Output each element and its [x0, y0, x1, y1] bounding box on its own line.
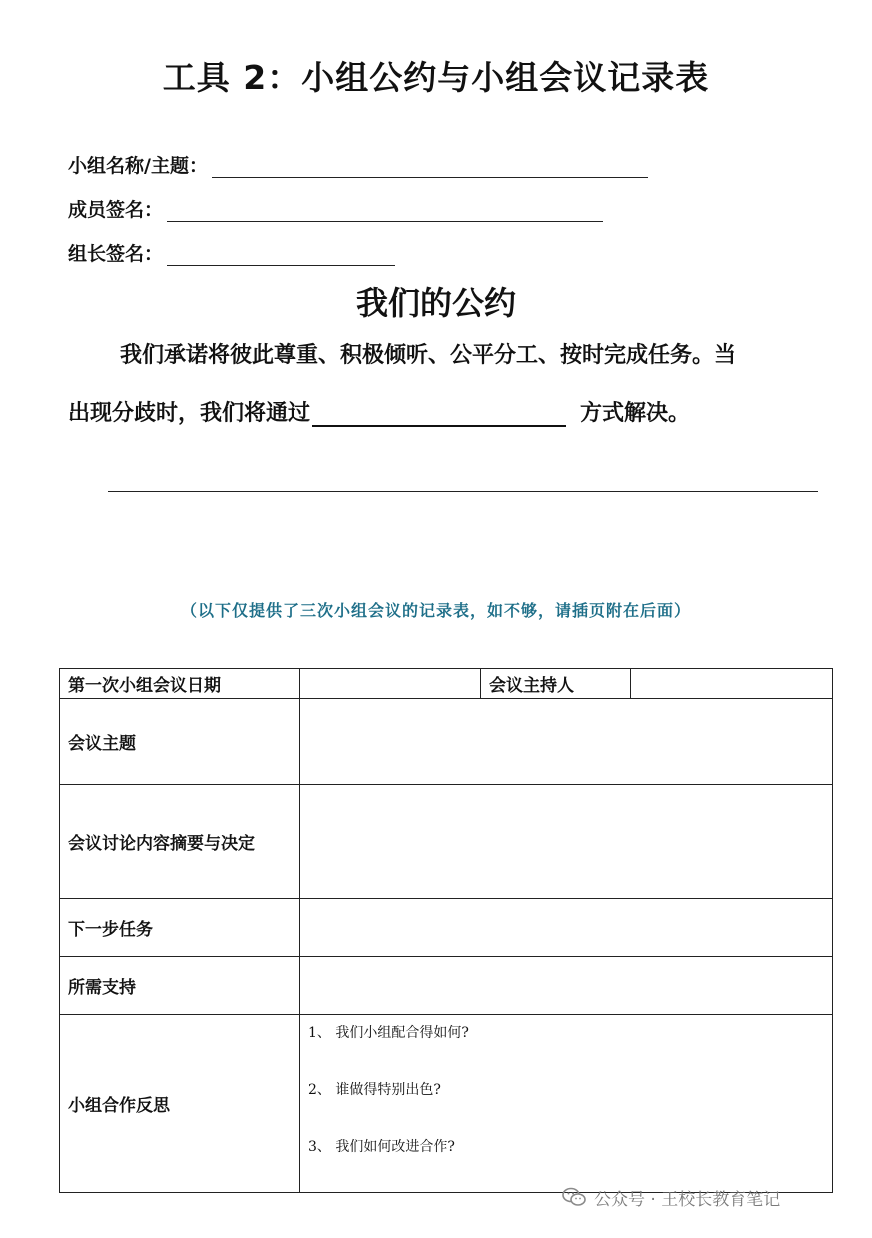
table-row: [60, 699, 833, 785]
leader-signature-field: [68, 236, 395, 266]
table-row: [60, 957, 833, 1015]
support-needed-cell[interactable]: [300, 957, 833, 1015]
extra-pact-line[interactable]: [108, 491, 818, 492]
leader-signature-label: 组长签名：: [68, 243, 164, 265]
meeting-host-label: 会议主持人: [481, 669, 631, 699]
page-title: 工具 2：小组公约与小组会议记录表: [162, 58, 710, 97]
next-tasks-cell[interactable]: [300, 899, 833, 957]
wechat-icon: [562, 1187, 586, 1207]
pact-text-2b: 方式解决。: [580, 401, 691, 426]
pact-text-2a: 出现分歧时，我们将通过: [68, 401, 311, 426]
table-row: [60, 1015, 833, 1193]
table-note: （以下仅提供了三次小组会议的记录表，如不够，请插页附在后面）: [180, 601, 691, 620]
meeting-date-cell[interactable]: [300, 669, 481, 699]
member-signature-field: [68, 192, 603, 222]
member-signature-blank[interactable]: [167, 200, 603, 222]
group-name-field: [68, 148, 648, 178]
meeting-topic-cell[interactable]: [300, 699, 833, 785]
reflection-question-3: 3、 我们如何改进合作?: [308, 1139, 455, 1155]
watermark: [562, 1182, 780, 1212]
pact-text-1: 我们承诺将彼此尊重、积极倾听、公平分工、按时完成任务。当: [120, 343, 737, 368]
leader-signature-blank[interactable]: [167, 244, 395, 266]
group-name-blank[interactable]: [212, 156, 648, 178]
pact-line-1: [120, 338, 736, 369]
reflection-cell[interactable]: [300, 1015, 833, 1193]
pact-line-2: [68, 396, 690, 427]
support-needed-label: 所需支持: [60, 957, 300, 1015]
watermark-text: 公众号 · 王校长教育笔记: [594, 1189, 781, 1210]
table-row: [60, 899, 833, 957]
table-row: [60, 669, 833, 699]
member-signature-label: 成员签名：: [68, 199, 164, 221]
discussion-summary-label: 会议讨论内容摘要与决定: [60, 785, 300, 899]
meeting-topic-label: 会议主题: [60, 699, 300, 785]
reflection-question-1: 1、 我们小组配合得如何?: [308, 1025, 469, 1041]
resolution-method-blank[interactable]: [312, 401, 566, 427]
reflection-question-2: 2、 谁做得特别出色?: [308, 1082, 441, 1098]
next-tasks-label: 下一步任务: [60, 899, 300, 957]
group-name-label: 小组名称/主题：: [68, 155, 208, 177]
discussion-summary-cell[interactable]: [300, 785, 833, 899]
table-row: [60, 785, 833, 899]
reflection-label: 小组合作反思: [60, 1015, 300, 1193]
meeting-date-label: 第一次小组会议日期: [60, 669, 300, 699]
meeting-record-table: [59, 668, 833, 1193]
meeting-host-cell[interactable]: [631, 669, 833, 699]
pact-title: 我们的公约: [355, 284, 516, 322]
